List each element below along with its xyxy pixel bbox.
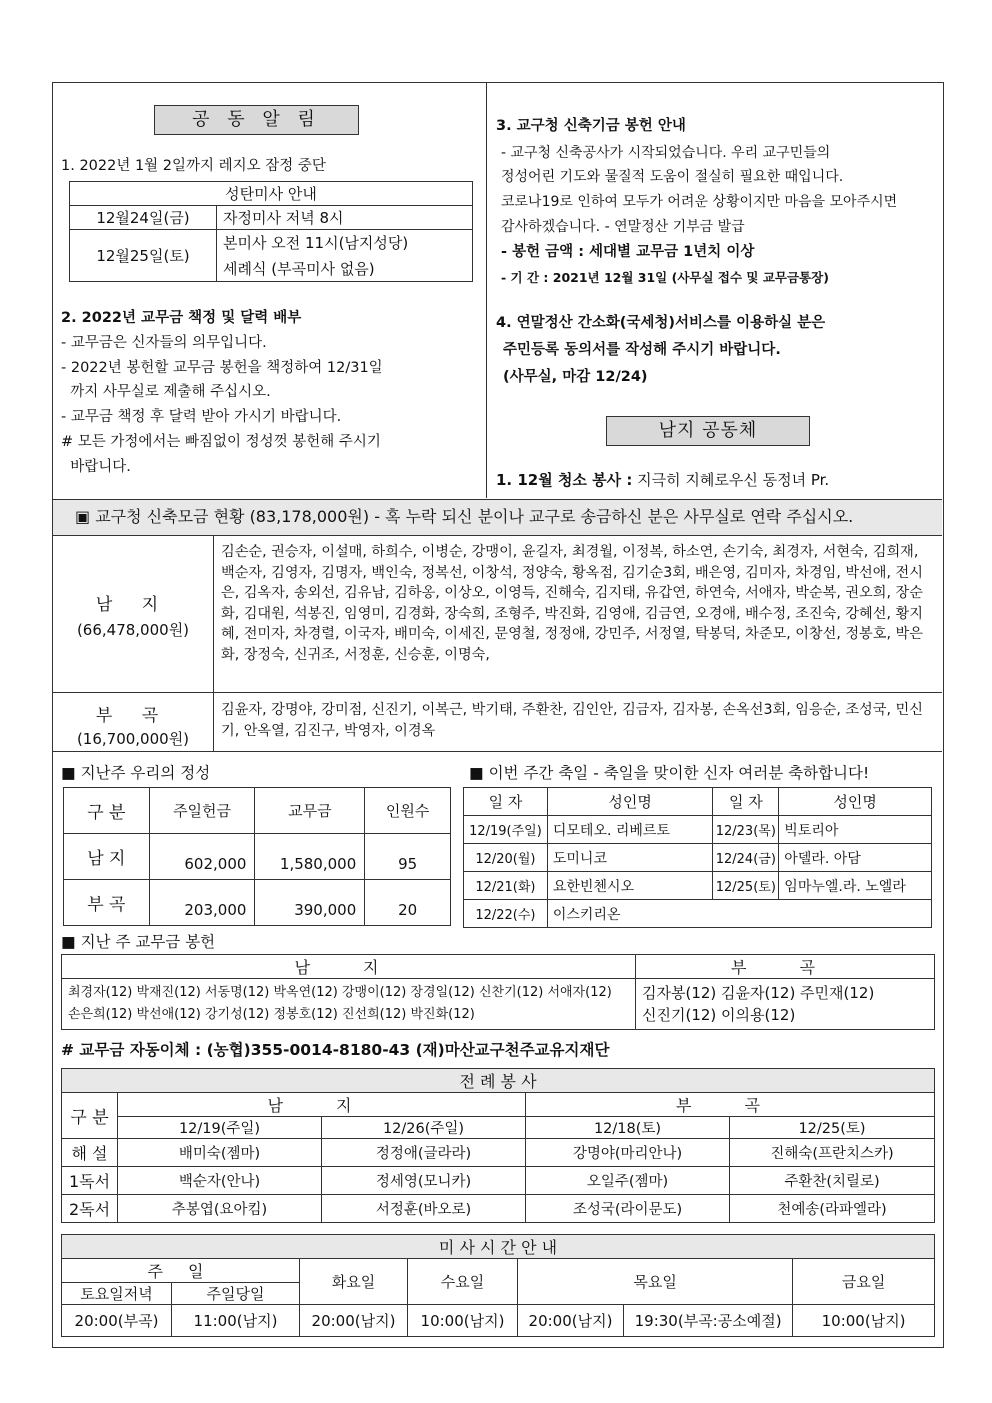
notice-item-4-line: (사무실, 마감 12/24) xyxy=(503,369,648,385)
feast-title: ■ 이번 주간 축일 - 축일을 맞이한 신자 여러분 축하합니다! xyxy=(469,764,870,782)
notice-item-3-title: 3. 교구청 신축기금 봉헌 안내 xyxy=(496,118,686,134)
feast-date: 12/23(목) xyxy=(713,816,779,844)
offering-row-name: 남 지 xyxy=(64,834,150,880)
notice-right-column xyxy=(487,83,942,498)
offering-row-name: 부 곡 xyxy=(64,880,150,926)
notice-item-2-line: # 모든 가정에서는 빠짐없이 정성껏 봉헌해 주시기 xyxy=(61,434,381,450)
feast-date: 12/19(주일) xyxy=(464,816,548,844)
feast-date: 12/21(화) xyxy=(464,872,548,900)
mass-day-header: 화요일 xyxy=(300,1259,408,1305)
offering-table xyxy=(63,787,451,926)
dues-namji-line: 손은희(12) 박선애(12) 강기성(12) 정봉호(12) 진선희(12) 박진화(12) xyxy=(68,1007,475,1022)
liturgy-bugok: 부 곡 xyxy=(526,1093,935,1117)
offering-count: 95 xyxy=(365,834,451,880)
feast-row xyxy=(464,816,932,844)
mass-time-table xyxy=(61,1234,935,1337)
mass-day-header: 주일당일 xyxy=(172,1283,300,1305)
liturgy-row xyxy=(62,1195,935,1223)
feast-header: 일 자 xyxy=(713,788,779,816)
mass-day-header: 수요일 xyxy=(408,1259,518,1305)
dues-autopay: # 교무금 자동이체 : (농협)355-0014-8180-43 (재)마산교구천주교유지재단 xyxy=(61,1041,610,1059)
christmas-mass-table xyxy=(69,181,473,282)
offering-row xyxy=(64,880,451,926)
christmas-date: 12월24일(금) xyxy=(70,206,217,230)
offering-header: 인원수 xyxy=(365,788,451,834)
mass-time: 10:00(남지) xyxy=(793,1305,935,1337)
mass-time: 10:00(남지) xyxy=(408,1305,518,1337)
liturgy-server: 천예송(라파엘라) xyxy=(730,1195,935,1223)
notice-item-3-line: 코로나19로 인하여 모두가 어려운 상황이지만 마음을 모아주시면 xyxy=(501,194,898,210)
notice-item-4-line: 4. 연말정산 간소화(국세청)서비스를 이용하실 분은 xyxy=(496,315,826,331)
liturgy-date: 12/18(토) xyxy=(526,1117,730,1139)
dues-namji-line: 최경자(12) 박재진(12) 서동명(12) 박옥연(12) 강맹이(12) 장경일(12) 신찬기(12) 서애자(12) xyxy=(68,985,612,1000)
liturgy-role: 해 설 xyxy=(62,1139,118,1167)
offering-title: ■ 지난주 우리의 정성 xyxy=(61,764,211,782)
notice-item-2-title: 2. 2022년 교무금 책정 및 달력 배부 xyxy=(61,310,302,326)
liturgy-namji: 남 지 xyxy=(118,1093,526,1117)
mass-time: 11:00(남지) xyxy=(172,1305,300,1337)
mass-day-header: 토요일저녁 xyxy=(62,1283,172,1305)
feast-saint: 이스키리온 xyxy=(547,900,931,928)
bugok-amount: (16,700,000원) xyxy=(76,730,190,748)
bugok-donor-block xyxy=(53,693,942,752)
notice-item-2-line: 까지 사무실로 제출해 주십시오. xyxy=(61,384,271,400)
liturgy-server: 배미숙(젬마) xyxy=(118,1139,322,1167)
dues-title: ■ 지난 주 교무금 봉헌 xyxy=(61,933,216,951)
feast-header: 성인명 xyxy=(779,788,932,816)
feast-date: 12/20(월) xyxy=(464,844,548,872)
notice-item-2-line: - 2022년 봉헌할 교무금 봉헌을 책정하여 12/31일 xyxy=(61,360,383,376)
liturgy-server: 정정애(글라라) xyxy=(322,1139,526,1167)
notice-item-3-amount: - 봉헌 금액 : 세대별 교무금 1년치 이상 xyxy=(501,244,755,260)
feast-saint: 요한빈첸시오 xyxy=(547,872,712,900)
liturgy-role: 2독서 xyxy=(62,1195,118,1223)
liturgy-title: 전 례 봉 사 xyxy=(62,1069,935,1093)
feast-saint: 디모테오. 리베르토 xyxy=(547,816,712,844)
feast-saint: 도미니코 xyxy=(547,844,712,872)
namji-community-title: 남지 공동체 xyxy=(606,416,810,446)
mass-day-header: 목요일 xyxy=(518,1259,793,1305)
bugok-donor-names: 김윤자, 강명야, 강미점, 신진기, 이복근, 박기태, 주환찬, 김인안, 김금자, 김자봉, 손옥선3회, 임응순, 조성국, 민신기, 안옥열, 김진구, 박영자, 이경옥 xyxy=(221,702,923,739)
mass-title: 미 사 시 간 안 내 xyxy=(62,1235,935,1259)
liturgy-server: 조성국(라이문도) xyxy=(526,1195,730,1223)
liturgy-date: 12/25(토) xyxy=(730,1117,935,1139)
feast-table xyxy=(463,787,932,928)
dues-bugok-line: 김자봉(12) 김윤자(12) 주민재(12) xyxy=(642,984,875,1002)
notice-item-2-line: - 교무금은 신자들의 의무입니다. xyxy=(61,335,267,351)
liturgy-server: 정세영(모니카) xyxy=(322,1167,526,1195)
offering-sunday: 602,000 xyxy=(149,834,255,880)
namji-donor-names: 김손순, 권승자, 이설매, 하희수, 이병순, 강맹이, 윤길자, 최경월, 이정복, 하소연, 손기숙, 최경자, 서현숙, 김희재, 백순자, 김영자, 김명자, 백인숙, 정복선, 이창석, 정양숙, 황옥점, 김기순3회, 배은영, 김미자, 차경임, 박선애, 전시은, 김옥자, 송외선, 김유남, 김하옹, 이상오, 이영득, 진해숙, 김지태, 유갑연, 하연숙, 서애자, 박순복, 권오희, 장순화, 김대원, 석봉진, 임영미, 김경화, 장숙희, 조형주, 박진화, 김영애, 김금연, 오경애, 배수정, 조진숙, 강혜선, 황지혜, 전미자, 차경렬, 이국자, 배미숙, 이세진, 문영철, 정정애, 강민주, 서정열, 탁봉덕, 차준모, 이창선, 정봉호, 박은화, 장정숙, 신귀조, 서정훈, 신승훈, 이명숙, xyxy=(221,544,923,663)
liturgy-server: 서정훈(바오로) xyxy=(322,1195,526,1223)
dues-table xyxy=(61,954,935,1030)
feast-row xyxy=(464,872,932,900)
mass-time: 20:00(부곡) xyxy=(62,1305,172,1337)
notice-item-4-line: 주민등록 동의서를 작성해 주시기 바랍니다. xyxy=(503,342,781,358)
bugok-label: 부 곡 xyxy=(95,706,171,726)
feast-saint: 임마누엘.라. 노엘라 xyxy=(779,872,932,900)
dues-namji-header: 남 지 xyxy=(62,955,636,979)
mass-time: 20:00(남지) xyxy=(300,1305,408,1337)
mass-time: 19:30(부곡:공소예절) xyxy=(624,1305,793,1337)
bugok-donor-header xyxy=(53,693,214,751)
notice-left-column xyxy=(53,83,487,498)
feast-date: 12/25(토) xyxy=(713,872,779,900)
liturgy-table xyxy=(61,1068,935,1223)
liturgy-gubun: 구 분 xyxy=(62,1093,118,1139)
dues-bugok-line: 신진기(12) 이의용(12) xyxy=(642,1006,796,1024)
notice-item-2-line: 바랍니다. xyxy=(61,459,131,475)
christmas-mass-detail: 자정미사 저녁 8시 xyxy=(217,206,473,230)
notice-item-3-period: - 기 간 : 2021년 12월 31일 (사무실 접수 및 교무금통장) xyxy=(501,270,829,285)
liturgy-server: 백순자(안나) xyxy=(118,1167,322,1195)
offering-dues: 1,580,000 xyxy=(255,834,365,880)
dues-bugok-header: 부 곡 xyxy=(636,955,935,979)
liturgy-server: 추봉엽(요아킴) xyxy=(118,1195,322,1223)
feast-header: 성인명 xyxy=(547,788,712,816)
feast-date: 12/24(금) xyxy=(713,844,779,872)
christmas-mass-detail: 본미사 오전 11시(남지성당) xyxy=(217,230,473,256)
feast-header: 일 자 xyxy=(464,788,548,816)
notice-section xyxy=(53,83,942,500)
christmas-date: 12월25일(토) xyxy=(70,230,217,282)
notice-item-3-line: 정성어린 기도와 물질적 도움이 절실히 필요한 때입니다. xyxy=(501,169,844,185)
feast-saint: 빅토리아 xyxy=(779,816,932,844)
mass-day-header: 금요일 xyxy=(793,1259,935,1305)
cleaning-value: 지극히 지혜로우신 동정녀 Pr. xyxy=(637,471,830,489)
liturgy-date: 12/26(주일) xyxy=(322,1117,526,1139)
feast-row xyxy=(464,844,932,872)
feast-row xyxy=(464,900,932,928)
namji-donor-header xyxy=(53,536,214,692)
dues-namji-cell xyxy=(62,979,636,1030)
bulletin-page xyxy=(52,82,944,1348)
liturgy-role: 1독서 xyxy=(62,1167,118,1195)
liturgy-server: 오일주(젬마) xyxy=(526,1167,730,1195)
dues-bugok-cell xyxy=(636,979,935,1030)
feast-date: 12/22(수) xyxy=(464,900,548,928)
building-fund-bar: ▣ 교구청 신축모금 현황 (83,178,000원) - 혹 누락 되신 분이나 교구로 송금하신 분은 사무실로 연락 주십시오. xyxy=(53,500,942,536)
namji-label: 남 지 xyxy=(95,595,171,615)
offering-sunday: 203,000 xyxy=(149,880,255,926)
feast-saint: 아델라. 아담 xyxy=(779,844,932,872)
offering-row xyxy=(64,834,451,880)
liturgy-server: 주환찬(치릴로) xyxy=(730,1167,935,1195)
offering-header: 주일헌금 xyxy=(149,788,255,834)
mass-sunday-header: 주 일 xyxy=(62,1259,300,1283)
liturgy-server: 강명야(마리안나) xyxy=(526,1139,730,1167)
namji-donor-block xyxy=(53,536,942,693)
cleaning-label: 1. 12월 청소 봉사 : xyxy=(496,471,633,489)
offering-header: 교무금 xyxy=(255,788,365,834)
notice-item-3-line: - 교구청 신축공사가 시작되었습니다. 우리 교구민들의 xyxy=(501,145,831,161)
namji-amount: (66,478,000원) xyxy=(76,621,190,639)
offering-header: 구 분 xyxy=(64,788,150,834)
offering-dues: 390,000 xyxy=(255,880,365,926)
christmas-table-header: 성탄미사 안내 xyxy=(70,182,473,206)
offering-count: 20 xyxy=(365,880,451,926)
liturgy-date: 12/19(주일) xyxy=(118,1117,322,1139)
liturgy-server: 진해숙(프란치스카) xyxy=(730,1139,935,1167)
notice-item-3-line: 감사하겠습니다. - 연말정산 기부금 발급 xyxy=(501,219,745,235)
notice-item-2-line: - 교무금 책정 후 달력 받아 가시기 바랍니다. xyxy=(61,409,342,425)
liturgy-row xyxy=(62,1139,935,1167)
liturgy-row xyxy=(62,1167,935,1195)
notice-item-1: 1. 2022년 1월 2일까지 레지오 잠정 중단 xyxy=(61,158,326,174)
christmas-mass-detail: 세례식 (부곡미사 없음) xyxy=(217,256,473,282)
mass-time: 20:00(남지) xyxy=(518,1305,624,1337)
notice-title: 공 동 알 림 xyxy=(154,105,359,135)
mass-time-row xyxy=(62,1305,935,1337)
